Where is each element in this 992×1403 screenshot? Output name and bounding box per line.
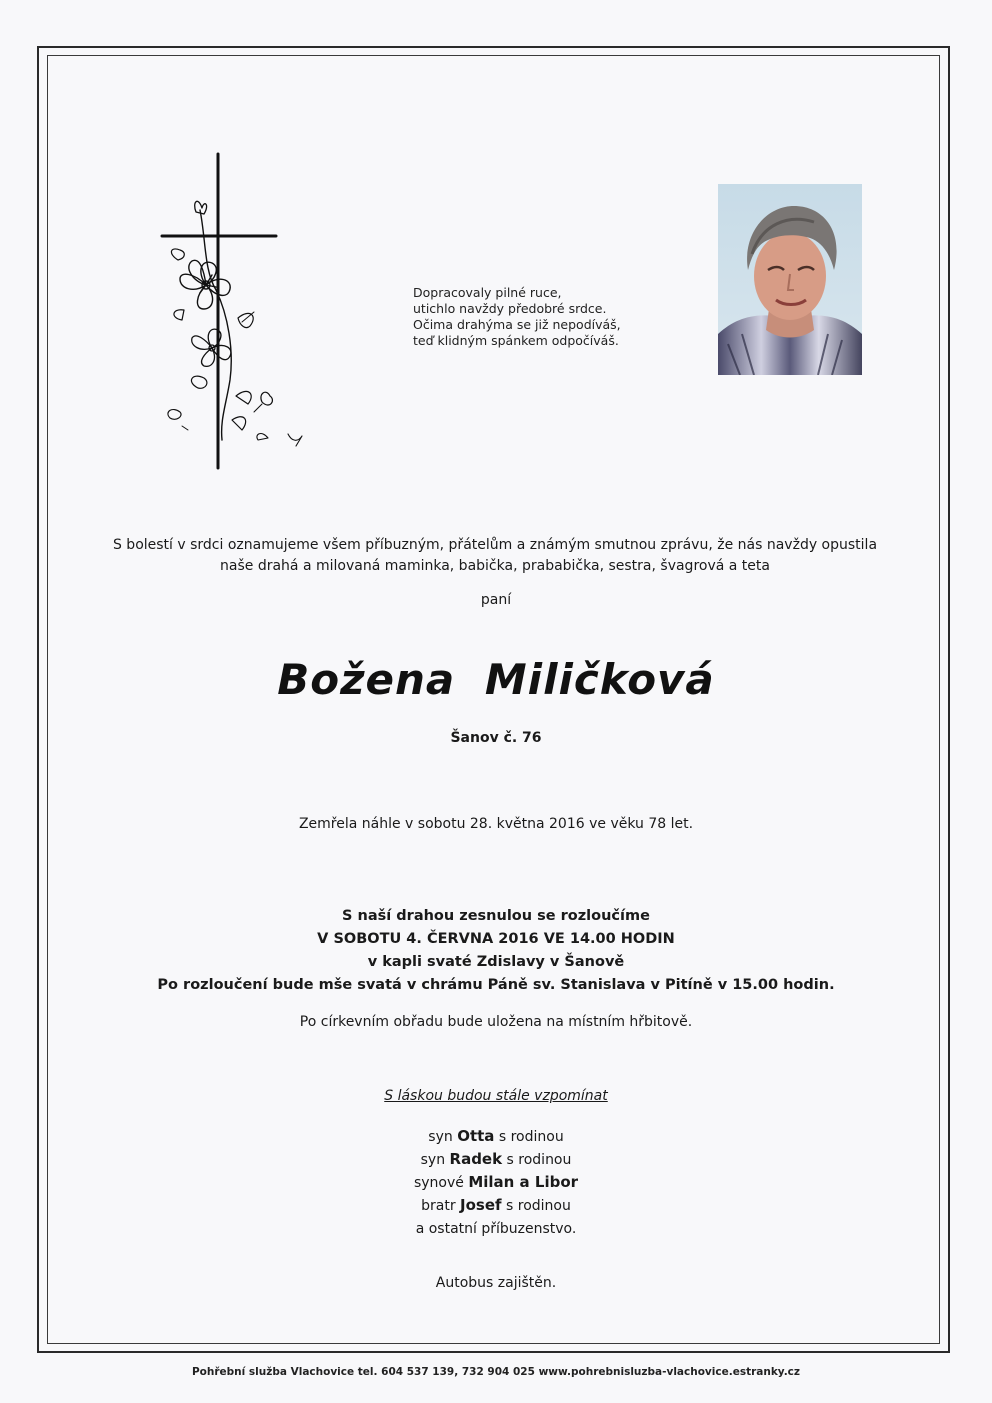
announcement-line: S bolestí v srdci oznamujeme všem příbuzným, přátelům a známým smutnou zprávu, že nás navždy opustila [112, 537, 878, 553]
burial-note: Po církevním obřadu bude uložena na místním hřbitově. [299, 1014, 693, 1030]
poem-line: Dopracovaly pilné ruce, [413, 285, 562, 300]
mourner-row [0, 1171, 992, 1194]
bus-note: Autobus zajištěn. [435, 1275, 557, 1291]
funeral-service-footer: Pohřební služba Vlachovice tel. 604 537 139, 732 904 025 www.pohrebnisluzba-vlachovice.estranky.cz [191, 1366, 801, 1378]
ceremony-line: Po rozloučení bude mše svatá v chrámu Páně sv. Stanislava v Pitíně v 15.00 hodin. [157, 977, 835, 993]
mourner-relation: syn [428, 1129, 458, 1145]
poem-line: teď klidným spánkem odpočíváš. [413, 333, 619, 348]
announcement-line: naše drahá a milovaná maminka, babička, prababička, sestra, švagrová a teta [220, 558, 770, 574]
mourner-suffix: s rodinou [501, 1198, 571, 1214]
ceremony-info [0, 905, 992, 997]
mourner-name: Otta [457, 1127, 495, 1145]
mourner-row [0, 1194, 992, 1217]
portrait-photo [718, 184, 862, 375]
mourner-relation: syn [420, 1152, 450, 1168]
deceased-address: Šanov č. 76 [450, 730, 542, 746]
mourner-row [0, 1217, 992, 1240]
mourners-heading: S láskou budou stále vzpomínat [384, 1088, 608, 1104]
mourner-relation: synové [413, 1175, 469, 1191]
mourner-name: Milan a Libor [468, 1173, 579, 1191]
announcement-text [60, 535, 930, 577]
poem [413, 285, 673, 349]
ceremony-line: V SOBOTU 4. ČERVNA 2016 VE 14.00 HODIN [317, 931, 675, 947]
mourner-row [0, 1148, 992, 1171]
mourner-name: Josef [460, 1196, 502, 1214]
mourner-suffix: s rodinou [494, 1129, 564, 1145]
salutation: paní [480, 592, 512, 608]
mourner-suffix: s rodinou [502, 1152, 572, 1168]
poem-line: utichlo navždy předobré srdce. [413, 301, 607, 316]
death-notice: Zemřela náhle v sobotu 28. května 2016 ve věku 78 let. [298, 816, 694, 832]
ceremony-line: v kapli svaté Zdislavy v Šanově [367, 954, 625, 970]
ceremony-line: S naší drahou zesnulou se rozloučíme [342, 908, 650, 924]
mourner-relation: bratr [421, 1198, 461, 1214]
deceased-name: Božena Miličková [277, 655, 715, 704]
mourner-row [0, 1125, 992, 1148]
mourner-relation: a ostatní příbuzenstvo. [415, 1221, 577, 1237]
mourners-list [0, 1125, 992, 1240]
cross-with-flowers-icon [158, 150, 328, 480]
mourner-name: Radek [449, 1150, 503, 1168]
poem-line: Očima drahýma se již nepodíváš, [413, 317, 621, 332]
